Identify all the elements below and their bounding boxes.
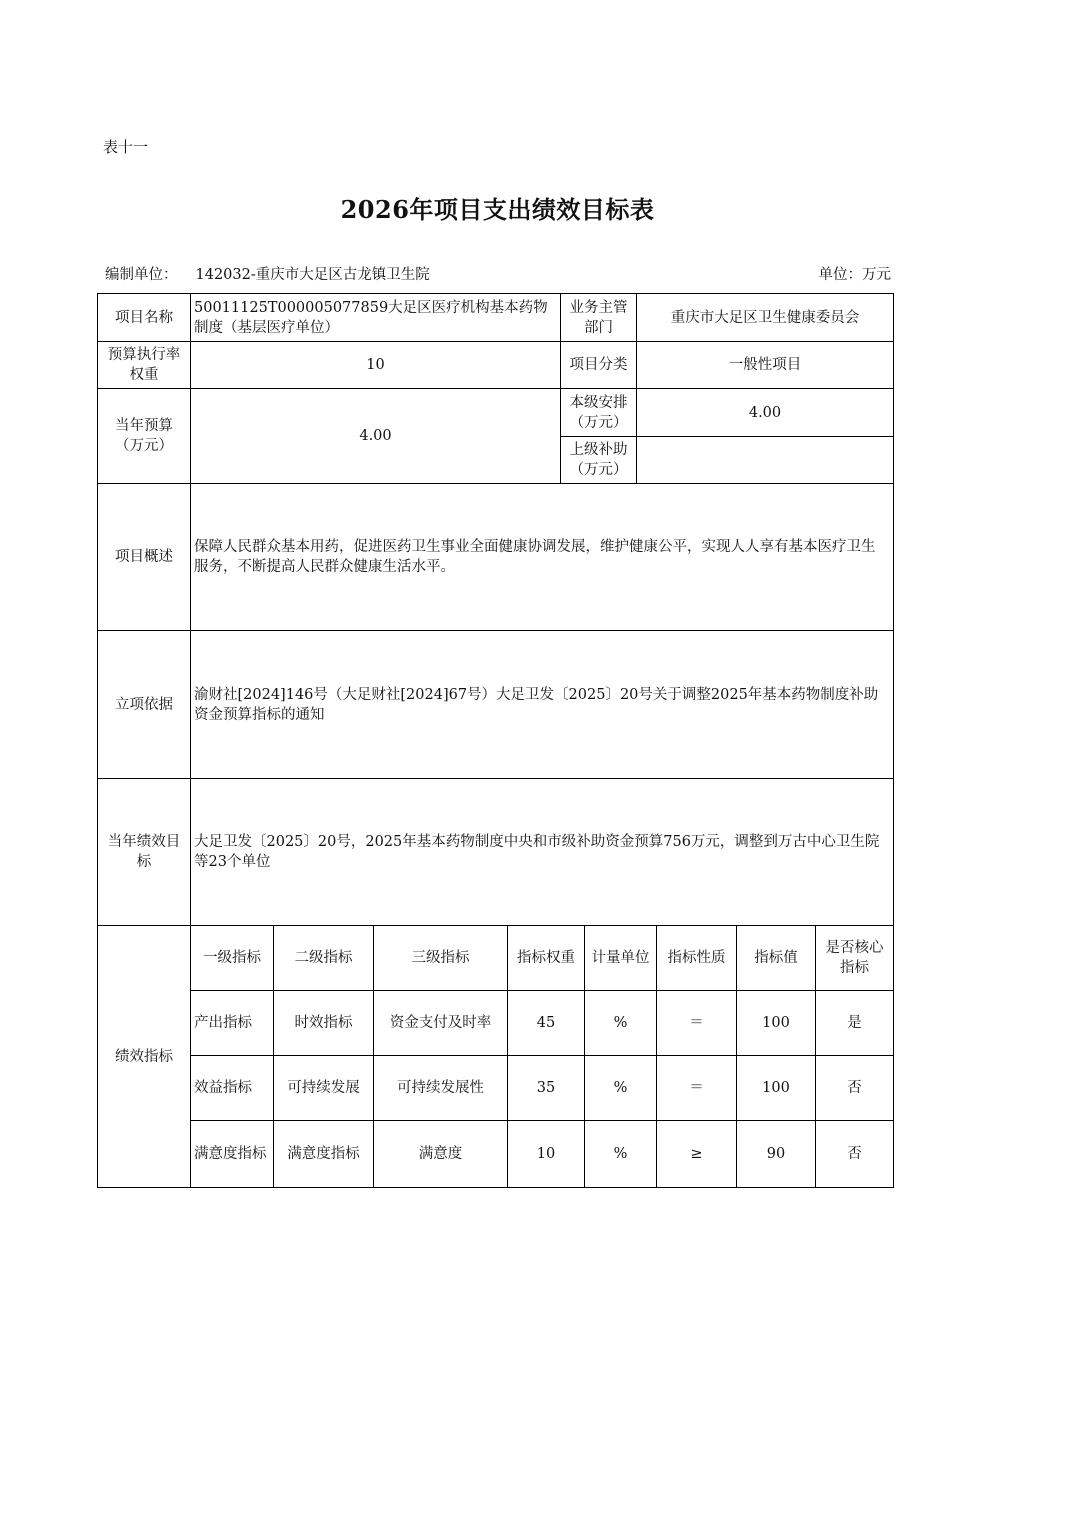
category-value: 一般性项目 [637,342,893,389]
budget-label: 当年预算（万元） [98,389,191,484]
performance-table [97,293,894,1188]
upper-value [637,437,893,484]
indicator-cell: 满意度指标 [191,1121,274,1187]
overview-label: 项目概述 [98,484,191,631]
table-label: 表十一 [103,138,149,156]
goal-value: 大足卫发〔2025〕20号，2025年基本药物制度中央和市级补助资金预算756万元，调整到万古中心卫生院等23个单位 [191,779,893,926]
indicator-cell: 满意度 [374,1121,508,1187]
indicator-cell: 45 [508,991,585,1056]
indicator-cell: 可持续发展 [274,1056,374,1121]
indicator-cell: 10 [508,1121,585,1187]
indicators-label: 绩效指标 [98,926,191,1187]
indicator-header: 指标性质 [657,926,737,991]
page-title: 2026年项目支出绩效目标表 [340,195,655,224]
category-label: 项目分类 [561,342,637,389]
indicator-cell: ≥ [657,1121,737,1187]
upper-label: 上级补助（万元） [561,437,637,484]
indicator-cell: 效益指标 [191,1056,274,1121]
org-line [105,263,430,284]
indicator-header: 指标值 [737,926,816,991]
indicator-cell: 是 [816,991,893,1056]
indicator-cell: 可持续发展性 [374,1056,508,1121]
overview-value: 保障人民群众基本用药，促进医药卫生事业全面健康协调发展，维护健康公平，实现人人享有基本医疗卫生服务，不断提高人民群众健康生活水平。 [191,484,893,631]
indicator-header: 三级指标 [374,926,508,991]
indicator-cell: 35 [508,1056,585,1121]
indicator-cell: 时效指标 [274,991,374,1056]
dept-label: 业务主管部门 [561,294,637,342]
indicator-cell: % [585,991,657,1056]
indicator-cell: 90 [737,1121,816,1187]
indicator-cell: 否 [816,1056,893,1121]
indicator-cell: % [585,1121,657,1187]
indicator-cell: 100 [737,991,816,1056]
indicator-header: 是否核心指标 [816,926,893,991]
goal-label: 当年绩效目标 [98,779,191,926]
indicator-cell: 资金支付及时率 [374,991,508,1056]
indicator-cell: ＝ [657,991,737,1056]
project-name-value: 50011125T000005077859大足区医疗机构基本药物制度（基层医疗单位） [191,294,561,342]
indicator-cell: 100 [737,1056,816,1121]
exec-rate-value: 10 [191,342,561,389]
indicator-cell: 满意度指标 [274,1121,374,1187]
dept-value: 重庆市大足区卫生健康委员会 [637,294,893,342]
basis-value: 渝财社[2024]146号（大足财社[2024]67号）大足卫发〔2025〕20号关于调整2025年基本药物制度补助资金预算指标的通知 [191,631,893,779]
exec-rate-label: 预算执行率权重 [98,342,191,389]
indicator-cell: % [585,1056,657,1121]
basis-label: 立项依据 [98,631,191,779]
indicator-cell: 产出指标 [191,991,274,1056]
local-label: 本级安排（万元） [561,389,637,437]
indicator-header: 一级指标 [191,926,274,991]
currency-unit: 单位：万元 [818,267,891,283]
indicator-cell: ＝ [657,1056,737,1121]
org-label: 编制单位： [105,267,178,283]
local-value: 4.00 [637,389,893,437]
indicator-header: 计量单位 [585,926,657,991]
org-value: 142032-重庆市大足区古龙镇卫生院 [195,267,430,283]
budget-value: 4.00 [191,389,561,484]
indicator-header: 指标权重 [508,926,585,991]
project-name-label: 项目名称 [98,294,191,342]
indicator-header: 二级指标 [274,926,374,991]
indicator-cell: 否 [847,1146,862,1162]
